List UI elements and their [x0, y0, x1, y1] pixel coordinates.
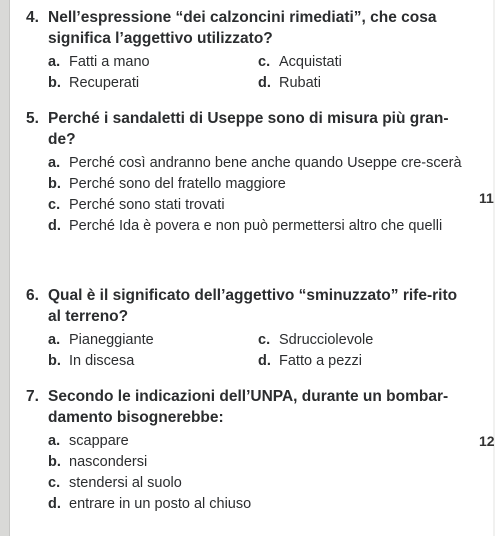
option-a[interactable] — [48, 330, 258, 351]
option-text: stendersi al suolo — [69, 475, 182, 491]
option-letter: d. — [258, 75, 271, 91]
option-letter: d. — [48, 218, 61, 234]
question-7 — [26, 386, 474, 515]
option-text: Perché Ida è povera e non può permettersi altro che quelli — [69, 218, 443, 234]
option-text: Pianeggiante — [69, 332, 154, 348]
margin-number: 11 — [479, 190, 494, 206]
option-letter: a. — [48, 54, 61, 70]
question-number: 4. — [26, 9, 39, 26]
option-text: Recuperati — [69, 75, 140, 91]
question-text: Perché i sandaletti di Useppe sono di misura più gran-de? — [48, 110, 449, 148]
option-d[interactable] — [258, 73, 468, 94]
question-6 — [26, 285, 474, 372]
option-text: Rubati — [279, 75, 321, 91]
option-d[interactable] — [48, 494, 468, 515]
options-list — [48, 153, 474, 237]
option-letter: d. — [48, 496, 61, 512]
option-b[interactable] — [48, 174, 468, 195]
option-text: Fatti a mano — [69, 54, 150, 70]
option-d[interactable] — [258, 351, 468, 372]
option-text: Acquistati — [279, 54, 342, 70]
question-number: 6. — [26, 287, 39, 304]
option-letter: c. — [48, 197, 61, 213]
option-text: scappare — [69, 433, 129, 449]
option-c[interactable] — [48, 195, 468, 216]
option-a[interactable] — [48, 431, 468, 452]
question-number: 7. — [26, 388, 39, 405]
option-letter: b. — [48, 75, 61, 91]
option-letter: d. — [258, 353, 271, 369]
option-text: Fatto a pezzi — [279, 353, 363, 369]
option-d[interactable] — [48, 216, 468, 237]
option-letter: b. — [48, 353, 61, 369]
option-c[interactable] — [258, 330, 468, 351]
option-letter: b. — [48, 454, 61, 470]
option-text: entrare in un posto al chiuso — [69, 496, 252, 512]
option-letter: c. — [258, 54, 271, 70]
question-text: Secondo le indicazioni dell’UNPA, durante un bombar-damento bisognerebbe: — [48, 388, 449, 426]
options-list — [48, 52, 474, 94]
option-letter: a. — [48, 155, 61, 171]
option-c[interactable] — [258, 52, 468, 73]
option-b[interactable] — [48, 452, 468, 473]
question-4 — [26, 7, 474, 94]
options-list — [48, 330, 474, 372]
option-text: Perché sono stati trovati — [69, 197, 225, 213]
option-text: nascondersi — [69, 454, 148, 470]
background-page-edge — [0, 0, 9, 536]
worksheet-page — [10, 0, 493, 536]
question-text: Qual è il significato dell’aggettivo “sminuzzato” rife-rito al terreno? — [48, 287, 458, 325]
question-number: 5. — [26, 110, 39, 127]
option-b[interactable] — [48, 351, 258, 372]
margin-number: 12 — [479, 433, 495, 449]
option-a[interactable] — [48, 153, 468, 174]
option-text: Perché così andranno bene anche quando Useppe cre-scerà — [69, 155, 462, 171]
option-b[interactable] — [48, 73, 258, 94]
question-5 — [26, 108, 474, 237]
option-c[interactable] — [48, 473, 468, 494]
option-text: In discesa — [69, 353, 135, 369]
question-text: Nell’espressione “dei calzoncini rimediati”, che cosa significa l’aggettivo utilizzato? — [48, 9, 437, 47]
option-text: Perché sono del fratello maggiore — [69, 176, 286, 192]
option-letter: a. — [48, 332, 61, 348]
option-letter: b. — [48, 176, 61, 192]
option-letter: c. — [258, 332, 271, 348]
options-list — [48, 431, 474, 515]
option-text: Sdrucciolevole — [279, 332, 374, 348]
option-letter: c. — [48, 475, 61, 491]
option-letter: a. — [48, 433, 61, 449]
option-a[interactable] — [48, 52, 258, 73]
